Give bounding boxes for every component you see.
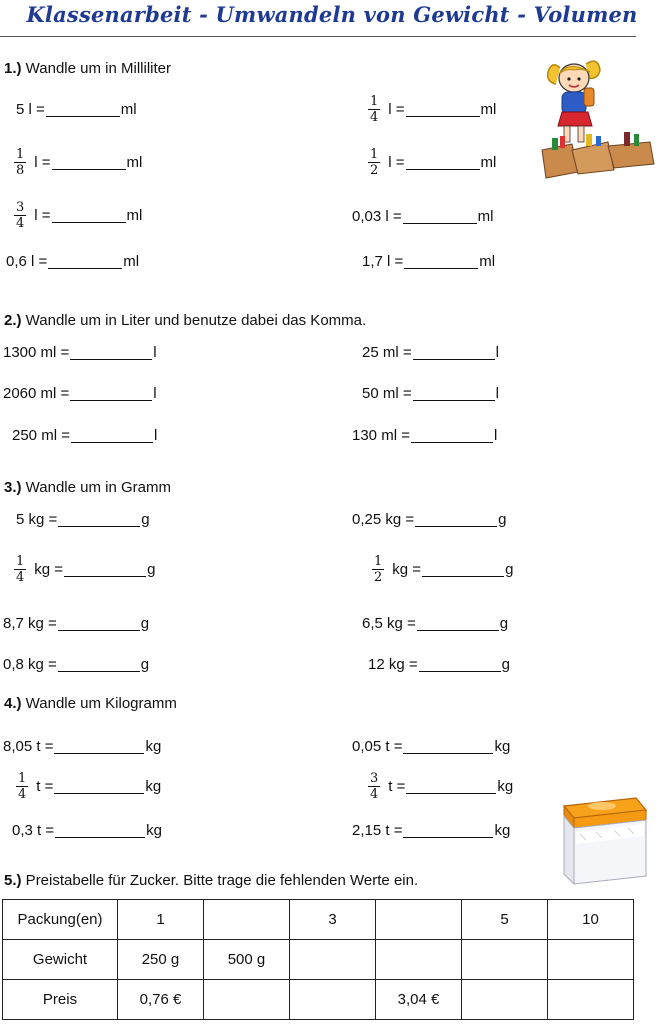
answer-blank[interactable] (406, 102, 480, 117)
answer-blank[interactable] (404, 254, 478, 269)
table-cell[interactable] (462, 980, 548, 1020)
table-cell[interactable]: 3 (290, 900, 376, 940)
exercise: 2060 ml = l (3, 384, 157, 402)
sugar-box-illustration (556, 784, 652, 888)
answer-blank[interactable] (417, 616, 499, 631)
exercise: 8,05 t = kg (3, 737, 162, 755)
answer-blank[interactable] (52, 155, 126, 170)
table-cell[interactable]: 10 (548, 900, 634, 940)
answer-blank[interactable] (415, 512, 497, 527)
answer-blank[interactable] (46, 102, 120, 117)
answer-blank[interactable] (48, 254, 122, 269)
table-cell[interactable] (290, 940, 376, 980)
answer-blank[interactable] (403, 739, 493, 754)
fraction: $\frac{1}{2}$ (370, 146, 379, 178)
table-cell[interactable] (204, 980, 290, 1020)
answer-blank[interactable] (403, 209, 477, 224)
section-2-heading: 2.) Wandle um in Liter und benutze dabei das Komma. (4, 312, 367, 329)
answer-blank[interactable] (54, 739, 144, 754)
table-row (3, 900, 634, 940)
exercise: $\frac{1}{4}$ t = kg (18, 770, 162, 802)
exercise: $\frac{1}{8}$ l = ml (16, 146, 143, 178)
fraction: $\frac{1}{4}$ (370, 93, 379, 125)
page-title: Klassenarbeit - Umwandeln von Gewicht - Volumen (26, 2, 638, 27)
exercise: 0,25 kg = g (352, 510, 507, 528)
answer-blank[interactable] (413, 386, 495, 401)
answer-blank[interactable] (422, 562, 504, 577)
table-cell[interactable]: 1 (118, 900, 204, 940)
table-cell[interactable]: 5 (462, 900, 548, 940)
exercise: 25 ml = l (362, 343, 499, 361)
exercise: 6,5 kg = g (362, 614, 509, 632)
table-row (3, 940, 634, 980)
table-cell[interactable] (376, 900, 462, 940)
exercise: 130 ml = l (352, 426, 498, 444)
fraction: $\frac{3}{4}$ (16, 199, 25, 231)
exercise: $\frac{1}{4}$ l = ml (370, 93, 497, 125)
table-cell[interactable] (548, 940, 634, 980)
exercise: $\frac{1}{2}$ kg = g (374, 553, 514, 585)
exercise: 0,3 t = kg (12, 821, 162, 839)
answer-blank[interactable] (419, 657, 501, 672)
answer-blank[interactable] (70, 386, 152, 401)
exercise: $\frac{1}{2}$ l = ml (370, 146, 497, 178)
exercise: 50 ml = l (362, 384, 499, 402)
exercise: 5 l = ml (16, 100, 137, 118)
girl-with-boxes-illustration (538, 54, 658, 182)
fraction: $\frac{1}{4}$ (18, 770, 27, 802)
answer-blank[interactable] (64, 562, 146, 577)
exercise: 2,15 t = kg (352, 821, 511, 839)
answer-blank[interactable] (54, 779, 144, 794)
section-3-heading: 3.) Wandle um in Gramm (4, 479, 171, 496)
title-underline (0, 36, 636, 37)
fraction: $\frac{3}{4}$ (370, 770, 379, 802)
table-cell[interactable] (376, 940, 462, 980)
table-cell[interactable] (290, 980, 376, 1020)
table-cell[interactable] (462, 940, 548, 980)
fraction: $\frac{1}{8}$ (16, 146, 25, 178)
row-label: Preis (3, 980, 118, 1020)
exercise: 0,8 kg = g (3, 655, 150, 673)
exercise: 0,05 t = kg (352, 737, 511, 755)
answer-blank[interactable] (413, 345, 495, 360)
answer-blank[interactable] (55, 823, 145, 838)
fraction: $\frac{1}{2}$ (374, 553, 383, 585)
answer-blank[interactable] (58, 512, 140, 527)
answer-blank[interactable] (406, 779, 496, 794)
table-cell[interactable]: 3,04 € (376, 980, 462, 1020)
exercise: 0,6 l = ml (6, 252, 140, 270)
table-row (3, 980, 634, 1020)
row-label: Packung(en) (3, 900, 118, 940)
table-cell[interactable]: 500 g (204, 940, 290, 980)
answer-blank[interactable] (403, 823, 493, 838)
table-cell[interactable]: 0,76 € (118, 980, 204, 1020)
section-5-heading: 5.) Preistabelle für Zucker. Bitte trage die fehlenden Werte ein. (4, 872, 419, 889)
exercise: 250 ml = l (12, 426, 158, 444)
fraction: $\frac{1}{4}$ (16, 553, 25, 585)
exercise: $\frac{1}{4}$ kg = g (16, 553, 156, 585)
exercise: 8,7 kg = g (3, 614, 150, 632)
exercise: $\frac{3}{4}$ t = kg (370, 770, 514, 802)
price-table (2, 899, 634, 1020)
answer-blank[interactable] (52, 208, 126, 223)
table-cell[interactable]: 250 g (118, 940, 204, 980)
exercise: 0,03 l = ml (352, 207, 494, 225)
section-4-heading: 4.) Wandle um Kilogramm (4, 695, 177, 712)
section-1-heading: 1.) Wandle um in Milliliter (4, 60, 171, 77)
answer-blank[interactable] (70, 345, 152, 360)
table-cell[interactable] (204, 900, 290, 940)
answer-blank[interactable] (71, 428, 153, 443)
answer-blank[interactable] (406, 155, 480, 170)
exercise: 1,7 l = ml (362, 252, 496, 270)
exercise: $\frac{3}{4}$ l = ml (16, 199, 143, 231)
answer-blank[interactable] (58, 657, 140, 672)
answer-blank[interactable] (58, 616, 140, 631)
exercise: 5 kg = g (16, 510, 150, 528)
table-cell[interactable] (548, 980, 634, 1020)
answer-blank[interactable] (411, 428, 493, 443)
exercise: 1300 ml = l (3, 343, 157, 361)
exercise: 12 kg = g (368, 655, 510, 673)
row-label: Gewicht (3, 940, 118, 980)
